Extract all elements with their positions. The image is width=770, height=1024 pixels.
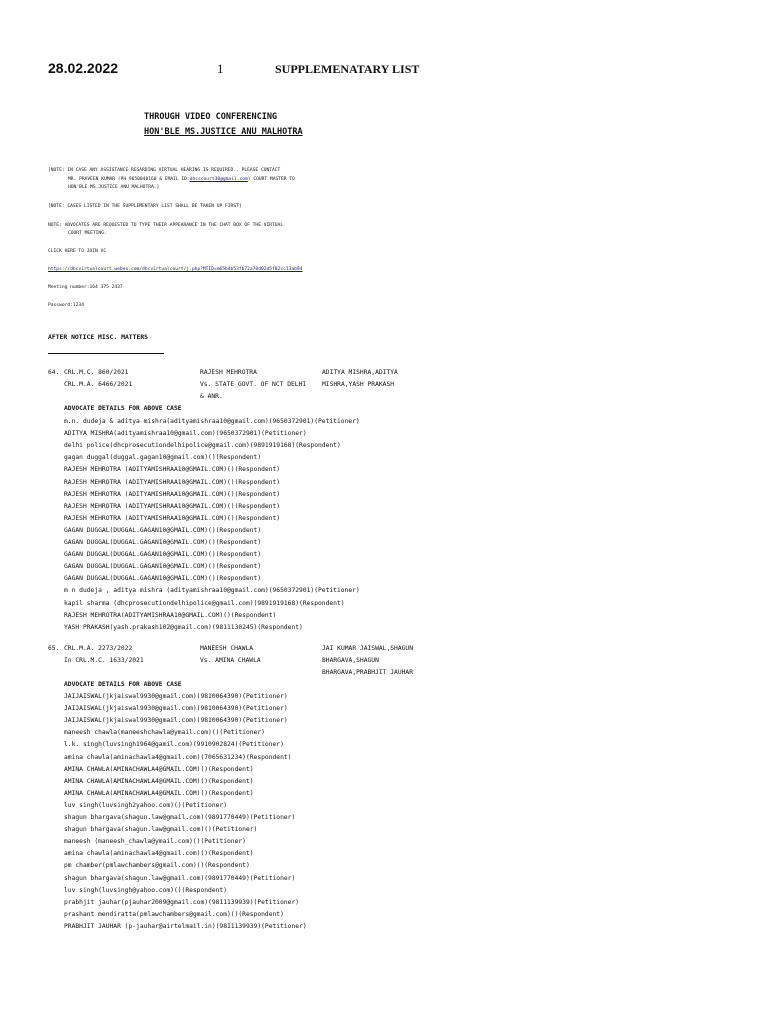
- case-65-misc-no: In CRL.M.C. 1633/2021: [64, 657, 144, 664]
- advocate-entry: luv singh(luvsingh@yahoo.com)()(Respondent): [64, 886, 228, 894]
- advocate-entry: RAJESH MEHROTRA (ADITYAMISHRAA10@GMAIL.COM)()(Respondent): [64, 478, 281, 486]
- advocate-entry: shagun bhargava(shagun.law@gmail.com)()(Petitioner): [64, 826, 258, 834]
- advocate-entry: shagun bhargava(shagun.law@gmail.com)(9891770449)(Petitioner): [64, 814, 296, 821]
- case-64-petitioner: RAJESH MEHROTRA: [200, 369, 257, 376]
- advocate-entry: GAGAN DUGGAL(DUGGAL.GAGAN10@GMAIL.COM)()(Respondent): [64, 526, 262, 534]
- advocate-entry: GAGAN DUGGAL(DUGGAL.GAGAN10@GMAIL.COM)()(Respondent): [64, 563, 262, 571]
- vc-meeting-link[interactable]: https://dhcvirtualcourt.webex.com/dhcvirtualcourt/j.php?MTID=m65b4b53fb72a70d02d5f82cc13ab94: [48, 267, 303, 272]
- advocate-entry: GAGAN DUGGAL(DUGGAL.GAGAN10@GMAIL.COM)()(Respondent): [64, 539, 262, 546]
- advocate-entry: ADITYA MISHRA(adityamishraa10@gmail.com)(9650372901)(Petitioner): [64, 430, 307, 438]
- case-64-number: 64.: [48, 369, 60, 376]
- vc-heading: THROUGH VIDEO CONFERENCING: [144, 112, 278, 122]
- advocate-entry: AMINA CHAWLA(AMINACHAWLA4@GMAIL.COM)()(Respondent): [64, 777, 254, 785]
- case-65-advocate-details-heading: ADVOCATE DETAILS FOR ABOVE CASE: [64, 681, 182, 688]
- advocate-entry: RAJESH MEHROTRA (ADITYAMISHRAA10@GMAIL.COM)()(Respondent): [64, 490, 281, 498]
- advocate-entry: RAJESH MEHROTRA(ADITYAMISHRAA10@GMAIL.COM)()(Respondent): [64, 611, 277, 619]
- case-65-respondent: Vs. AMINA CHAWLA: [200, 657, 261, 664]
- advocate-entry: m n dudeja , aditya mishra (adityamishraa10@gmail.com)(9650372901)(Petitioner): [64, 587, 360, 595]
- advocate-entry: JAIJAISWAL(jkjaiswal9930@gmail.com)(9810064390)(Petitioner): [64, 717, 288, 725]
- advocate-entry: luv singh(luvsingh2yahoo.com)()(Petitioner): [64, 801, 228, 809]
- section-heading: AFTER NOTICE MISC. MATTERS: [48, 333, 149, 341]
- advocate-entry: AMINA CHAWLA(AMINACHAWLA4@GMAIL.COM)()(Respondent): [64, 765, 254, 773]
- advocate-entry: RAJESH MEHROTRA (ADITYAMISHRAA10@GMAIL.COM)()(Respondent): [64, 502, 281, 510]
- case-64-respondent-cont: & ANR.: [200, 393, 223, 400]
- note-assistance-line1: [NOTE: IN CASE ANY ASSISTANCE REGARDING VIRTUAL HEARING IS REQUIRED., PLEASE CONTACT: [48, 168, 281, 173]
- note-advocates-line1: NOTE: ADVOCATES ARE REQUESTED TO TYPE THEIR APPEARANCE IN THE CHAT BOX OF THE VIRTUAL: [48, 223, 284, 228]
- case-64-advocate-details-heading: ADVOCATE DETAILS FOR ABOVE CASE: [64, 405, 182, 412]
- note-assistance-line3: HON'BLE MS.JUSTICE ANU MALHOTRA.]: [68, 185, 160, 190]
- advocate-entry: gagan duggal(duggal.gagan10@gmail.com)()(Respondent): [64, 454, 262, 462]
- advocate-entry: RAJESH MEHROTRA (ADITYAMISHRAA10@GMAIL.COM)()(Respondent): [64, 466, 281, 474]
- court-master-email-link[interactable]: dhcscourt30@gmail.com: [189, 177, 248, 182]
- case-65-advocates-cont2: BHARGAVA,PRABHJIT JAUHAR: [322, 669, 413, 676]
- note-supplementary: [NOTE: CASES LISTED IN THE SUPPLEMENTARY LIST SHALL BE TAKEN UP FIRST]: [48, 204, 242, 209]
- case-65-advocates: JAI KUMAR JAISWAL,SHAGUN: [322, 645, 413, 652]
- join-vc-text: CLICK HERE TO JOIN VC: [48, 249, 107, 254]
- advocate-entry: GAGAN DUGGAL(DUGGAL.GAGAN10@GMAIL.COM)()(Respondent): [64, 575, 262, 583]
- case-64-advocates-cont: MISHRA,YASH PRAKASH: [322, 381, 395, 388]
- case-64-case-no: CRL.M.C. 860/2021: [64, 369, 129, 376]
- advocate-entry: JAIJAISWAL(jkjaiswal9930@gmail.com)(9810064390)(Petitioner): [64, 705, 288, 713]
- note-assistance-text: MR. PRAVEEN KUMAR (PH 9650040160 & EMAIL ID:: [68, 177, 190, 182]
- advocate-entry: m.n. dudeja & aditya mishra(adityamishraa10@gmail.com)(9650372901)(Petitioner): [64, 418, 360, 425]
- advocate-entry: maneesh (maneesh_chawla@ymail.com)()(Petitioner): [64, 838, 246, 846]
- page-number: 1: [217, 61, 224, 76]
- section-underline: [48, 353, 164, 354]
- advocate-entry: delhi police(dhcprosecutiondelhipolice@gmail.com)(9891919168)(Respondent): [64, 442, 341, 450]
- meeting-number: Meeting number:164 375 2437: [48, 285, 123, 290]
- advocate-entry: shagun bhargava(shagun.law@gmail.com)(9891770449)(Petitioner): [64, 874, 296, 882]
- list-title: SUPPLEMENATARY LIST: [275, 62, 420, 76]
- case-64-respondent: Vs. STATE GOVT. OF NCT DELHI: [200, 381, 307, 388]
- meeting-password: Password:1234: [48, 303, 84, 308]
- judge-heading: HON'BLE MS.JUSTICE ANU MALHOTRA: [144, 127, 303, 137]
- advocate-entry: RAJESH MEHROTRA (ADITYAMISHRAA10@GMAIL.COM)()(Respondent): [64, 514, 281, 522]
- case-65-petitioner: MANEESH CHAWLA: [200, 645, 254, 652]
- advocate-entry: pm chamber(pmlawchambers@gmail.com)()(Respondent): [64, 862, 250, 870]
- advocate-entry: AMINA CHAWLA(AMINACHAWLA4@GMAIL.COM)()(Respondent): [64, 789, 254, 797]
- advocate-entry: prashant mendiratta(pmlawchambers@gmail.com)()(Respondent): [64, 910, 284, 918]
- case-65-case-no: CRL.M.A. 2273/2022: [64, 645, 133, 652]
- advocate-entry: l.k. singh(luvsingh1964@gamil.com)(9910902824)(Petitioner): [64, 741, 284, 749]
- advocate-entry: JAIJAISWAL(jkjaiswal9930@gmail.com)(9810064390)(Petitioner): [64, 693, 288, 700]
- case-65-advocates-cont: BHARGAVA,SHAGUN: [322, 657, 379, 664]
- note-advocates-line2: COURT MEETING.: [68, 231, 107, 236]
- advocate-entry: prabhjit jauhar(pjauhar2009@gmail.com)(9811139939)(Petitioner): [64, 898, 300, 906]
- advocate-entry: amina chawla(aminachawla4@gmail.com)(7065631234)(Respondent): [64, 753, 292, 761]
- case-64-misc-no: CRL.M.A. 6466/2021: [64, 381, 133, 388]
- advocate-entry: PRABHJIT JAUHAR (p-jauhar@airtelmail.in)(9811139939)(Petitioner): [64, 922, 307, 930]
- case-64-advocates: ADITYA MISHRA,ADITYA: [322, 369, 398, 376]
- advocate-entry: YASH PRAKASH(yash.prakash102@gmail.com)(9811130245)(Respondent): [64, 623, 303, 631]
- advocate-entry: maneesh chawla(maneeshchawla@ymail.com)()(Petitioner): [64, 729, 265, 737]
- list-date: 28.02.2022: [48, 60, 119, 76]
- note-assistance-tail: ) COURT MASTER TO: [247, 177, 295, 182]
- note-assistance-line2: [68, 177, 295, 182]
- advocate-entry: GAGAN DUGGAL(DUGGAL.GAGAN10@GMAIL.COM)()(Respondent): [64, 551, 262, 559]
- advocate-entry: kapil sharma (dhcprosecutiondelhipolice@gmail.com)(9891919168)(Respondent): [64, 599, 345, 607]
- case-65-number: 65.: [48, 645, 60, 652]
- advocate-entry: amina chawla(aminachawla4@gmail.com)()(Respondent): [64, 850, 254, 858]
